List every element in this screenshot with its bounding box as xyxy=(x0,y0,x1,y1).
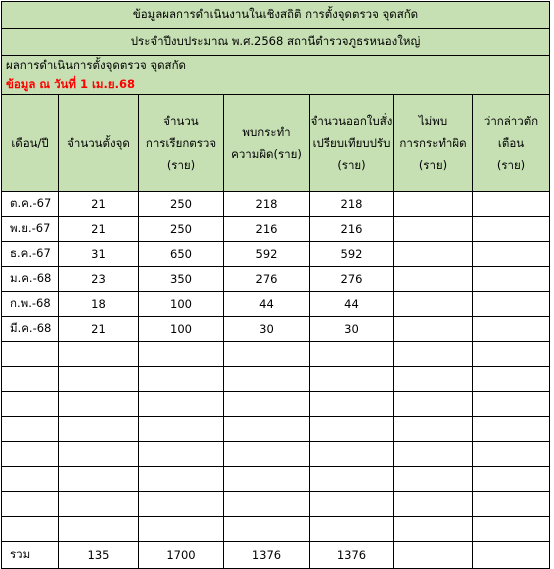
cell-warnings xyxy=(473,317,550,342)
stats-sheet xyxy=(1,1,551,569)
cell-checkpoints: 18 xyxy=(59,292,139,317)
cell-fines xyxy=(310,442,394,467)
cell-violations: 276 xyxy=(224,267,310,292)
table-row xyxy=(2,317,550,342)
cell-inspections: 250 xyxy=(139,217,224,242)
cell-month: ม.ค.-68 xyxy=(2,267,59,292)
table-row xyxy=(2,342,550,367)
header-checkpoints: จำนวนตั้งจุด xyxy=(59,95,139,192)
cell-checkpoints xyxy=(59,367,139,392)
total-row xyxy=(2,542,550,569)
cell-fines xyxy=(310,492,394,517)
cell-inspections xyxy=(139,492,224,517)
cell-month: มี.ค.-68 xyxy=(2,317,59,342)
cell-fines: 30 xyxy=(310,317,394,342)
title-line-2: ประจำปีงบประมาณ พ.ศ.2568 สถานีตำรวจภูธรหนองใหญ่ xyxy=(2,29,550,56)
cell-inspections xyxy=(139,392,224,417)
cell-month: ต.ค.-67 xyxy=(2,192,59,217)
cell-inspections xyxy=(139,442,224,467)
cell-inspections xyxy=(139,467,224,492)
cell-month xyxy=(2,417,59,442)
cell-warnings xyxy=(473,192,550,217)
cell-checkpoints: 31 xyxy=(59,242,139,267)
title-line-1: ข้อมูลผลการดำเนินงานในเชิงสถิติ การตั้งจุดตรวจ จุดสกัด xyxy=(2,2,550,29)
section-title: ผลการดำเนินการตั้งจุดตรวจ จุดสกัด xyxy=(2,56,550,77)
cell-month xyxy=(2,467,59,492)
cell-warnings xyxy=(473,517,550,542)
total-inspections: 1700 xyxy=(139,542,224,569)
cell-violations xyxy=(224,467,310,492)
table-row xyxy=(2,367,550,392)
cell-checkpoints xyxy=(59,342,139,367)
cell-no-violation xyxy=(394,417,473,442)
cell-month xyxy=(2,517,59,542)
cell-fines xyxy=(310,517,394,542)
cell-no-violation xyxy=(394,442,473,467)
table-row xyxy=(2,242,550,267)
cell-no-violation xyxy=(394,192,473,217)
cell-inspections: 650 xyxy=(139,242,224,267)
cell-checkpoints: 21 xyxy=(59,217,139,242)
table-row xyxy=(2,467,550,492)
cell-violations xyxy=(224,367,310,392)
table-row xyxy=(2,417,550,442)
cell-warnings xyxy=(473,492,550,517)
cell-month xyxy=(2,492,59,517)
cell-fines: 276 xyxy=(310,267,394,292)
cell-checkpoints: 21 xyxy=(59,317,139,342)
cell-warnings xyxy=(473,267,550,292)
total-fines: 1376 xyxy=(310,542,394,569)
cell-no-violation xyxy=(394,292,473,317)
cell-no-violation xyxy=(394,217,473,242)
cell-fines: 592 xyxy=(310,242,394,267)
stats-table xyxy=(1,1,550,569)
table-row xyxy=(2,217,550,242)
cell-no-violation xyxy=(394,467,473,492)
cell-warnings xyxy=(473,442,550,467)
total-warnings xyxy=(473,542,550,569)
table-row xyxy=(2,492,550,517)
cell-violations xyxy=(224,392,310,417)
cell-no-violation xyxy=(394,317,473,342)
cell-month xyxy=(2,367,59,392)
cell-violations: 592 xyxy=(224,242,310,267)
cell-violations: 44 xyxy=(224,292,310,317)
cell-fines xyxy=(310,367,394,392)
table-row xyxy=(2,442,550,467)
header-month: เดือน/ปี xyxy=(2,95,59,192)
cell-fines: 218 xyxy=(310,192,394,217)
cell-checkpoints xyxy=(59,442,139,467)
cell-checkpoints: 21 xyxy=(59,192,139,217)
cell-inspections xyxy=(139,367,224,392)
cell-fines xyxy=(310,467,394,492)
cell-warnings xyxy=(473,342,550,367)
cell-fines xyxy=(310,417,394,442)
cell-month: พ.ย.-67 xyxy=(2,217,59,242)
cell-fines xyxy=(310,342,394,367)
cell-inspections xyxy=(139,517,224,542)
cell-fines: 216 xyxy=(310,217,394,242)
cell-checkpoints xyxy=(59,492,139,517)
cell-month xyxy=(2,442,59,467)
header-warnings: ว่ากล่าวตักเตือน (ราย) xyxy=(473,95,550,192)
cell-warnings xyxy=(473,367,550,392)
header-inspections: จำนวน การเรียกตรวจ (ราย) xyxy=(139,95,224,192)
cell-checkpoints xyxy=(59,467,139,492)
cell-violations: 30 xyxy=(224,317,310,342)
cell-warnings xyxy=(473,417,550,442)
cell-violations: 218 xyxy=(224,192,310,217)
table-row xyxy=(2,517,550,542)
cell-inspections xyxy=(139,417,224,442)
cell-inspections: 100 xyxy=(139,292,224,317)
cell-violations xyxy=(224,517,310,542)
cell-checkpoints xyxy=(59,417,139,442)
title-row-2 xyxy=(2,29,550,56)
table-row xyxy=(2,392,550,417)
table-row xyxy=(2,192,550,217)
cell-violations: 216 xyxy=(224,217,310,242)
cell-month: ก.พ.-68 xyxy=(2,292,59,317)
cell-warnings xyxy=(473,292,550,317)
cell-warnings xyxy=(473,467,550,492)
total-no-violation xyxy=(394,542,473,569)
table-row xyxy=(2,267,550,292)
cell-checkpoints xyxy=(59,517,139,542)
cell-no-violation xyxy=(394,367,473,392)
cell-no-violation xyxy=(394,267,473,292)
cell-no-violation xyxy=(394,517,473,542)
cell-no-violation xyxy=(394,242,473,267)
cell-fines xyxy=(310,392,394,417)
cell-month xyxy=(2,392,59,417)
cell-violations xyxy=(224,442,310,467)
cell-checkpoints: 23 xyxy=(59,267,139,292)
cell-violations xyxy=(224,342,310,367)
header-no-violation: ไม่พบ การกระทำผิด (ราย) xyxy=(394,95,473,192)
title-row-1 xyxy=(2,2,550,29)
data-as-of: ข้อมูล ณ วันที่ 1 เม.ย.68 xyxy=(2,76,550,95)
cell-month: ธ.ค.-67 xyxy=(2,242,59,267)
cell-no-violation xyxy=(394,392,473,417)
total-violations: 1376 xyxy=(224,542,310,569)
header-fines: จำนวนออกใบสั่ง เปรียบเทียบปรับ (ราย) xyxy=(310,95,394,192)
cell-violations xyxy=(224,492,310,517)
total-label: รวม xyxy=(2,542,59,569)
cell-inspections xyxy=(139,342,224,367)
cell-inspections: 350 xyxy=(139,267,224,292)
total-checkpoints: 135 xyxy=(59,542,139,569)
cell-warnings xyxy=(473,242,550,267)
cell-inspections: 100 xyxy=(139,317,224,342)
as-of-row xyxy=(2,76,550,95)
cell-violations xyxy=(224,417,310,442)
cell-no-violation xyxy=(394,492,473,517)
cell-no-violation xyxy=(394,342,473,367)
cell-warnings xyxy=(473,392,550,417)
cell-fines: 44 xyxy=(310,292,394,317)
header-violations: พบกระทำ ความผิด(ราย) xyxy=(224,95,310,192)
section-title-row xyxy=(2,56,550,77)
cell-warnings xyxy=(473,217,550,242)
table-row xyxy=(2,292,550,317)
cell-checkpoints xyxy=(59,392,139,417)
cell-inspections: 250 xyxy=(139,192,224,217)
cell-month xyxy=(2,342,59,367)
column-header-row xyxy=(2,95,550,192)
